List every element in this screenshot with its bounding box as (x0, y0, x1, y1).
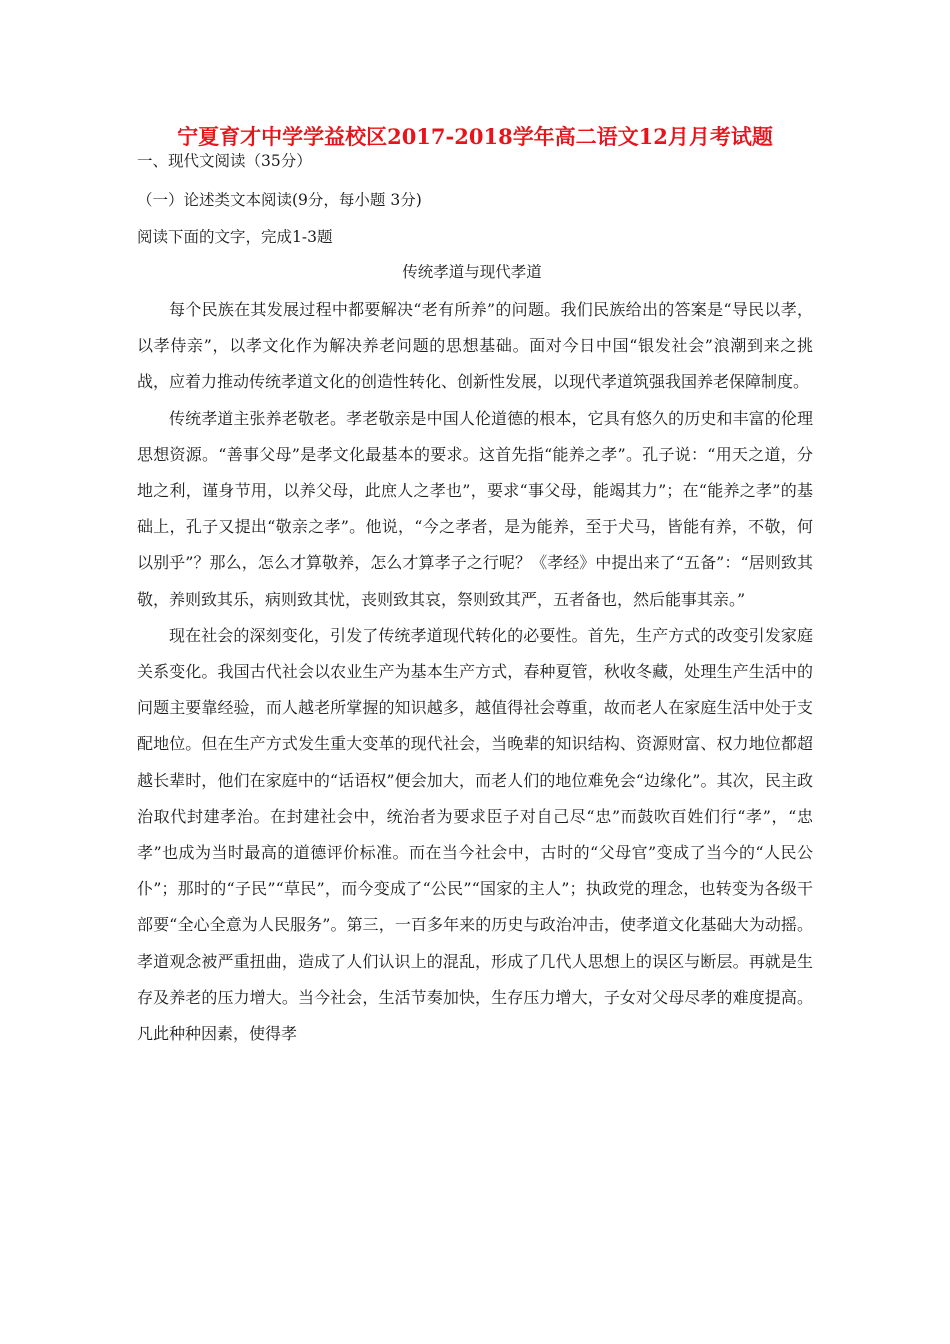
paragraph: 每个民族在其发展过程中都要解决“老有所养”的问题。我们民族给出的答案是“导民以孝，以孝侍亲”，以孝文化作为解决养老问题的思想基础。面对今日中国“银发社会”浪潮到来之挑战，应着力推动传统孝道文化的创造性转化、创新性发展，以现代孝道筑强我国养老保障制度。 (137, 300, 813, 392)
paragraph: 传统孝道主张养老敬老。孝老敬亲是中国人伦道德的根本，它具有悠久的历史和丰富的伦理思想资源。“善事父母”是孝文化最基本的要求。这首先指“能养之孝”。孔子说：“用天之道，分地之利，谨身节用，以养父母，此庶人之孝也”，要求“事父母，能竭其力”；在“能养之孝”的基础上，孔子又提出“敬亲之孝”。他说，“今之孝者，是为能养，至于犬马，皆能有养，不敬，何以别乎”？那么，怎么才算敬养，怎么才算孝子之行呢？《孝经》中提出来了“五备”：“居则致其敬，养则致其乐，病则致其忧，丧则致其哀，祭则致其严，五者备也，然后能事其亲。” (137, 408, 813, 609)
reading-instruction: 阅读下面的文字，完成1-3题 (137, 228, 333, 246)
section-heading: 一、现代文阅读（35分） (137, 152, 312, 170)
paragraph: 现在社会的深刻变化，引发了传统孝道现代转化的必要性。首先，生产方式的改变引发家庭关系变化。我国古代社会以农业生产为基本生产方式，春种夏管，秋收冬藏，处理生产生活中的问题主要靠经验，而人越老所掌握的知识越多，越值得社会尊重，故而老人在家庭生活中处于支配地位。但在生产方式发生重大变革的现代社会，当晚辈的知识结构、资源财富、权力地位都超越长辈时，他们在家庭中的“话语权”便会加大，而老人们的地位难免会“边缘化”。其次，民主政治取代封建孝治。在封建社会中，统治者为要求臣子对自己尽“忠”而鼓吹百姓们行“孝”，“忠孝”也成为当时最高的道德评价标准。而在当今社会中，古时的“父母官”变成了当今的“人民公仆”；那时的“子民”“草民”，而今变成了“公民”“国家的主人”；执政党的理念，也转变为各级干部要“全心全意为人民服务”。第三，一百多年来的历史与政治冲击，使孝道文化基础大为动摇。孝道观念被严重扭曲，造成了人们认识上的混乱，形成了几代人思想上的误区与断层。再就是生存及养老的压力增大。当今社会，生活节奏加快，生存压力增大，子女对父母尽孝的难度提高。凡此种种因素，使得孝 (137, 625, 813, 1044)
article-title: 传统孝道与现代孝道 (402, 263, 542, 281)
article-body (137, 292, 813, 1052)
document-title: 宁夏育才中学学益校区2017-2018学年高二语文12月月考试题 (177, 124, 773, 149)
subsection-heading: （一）论述类文本阅读(9分，每小题 3分) (137, 191, 422, 209)
